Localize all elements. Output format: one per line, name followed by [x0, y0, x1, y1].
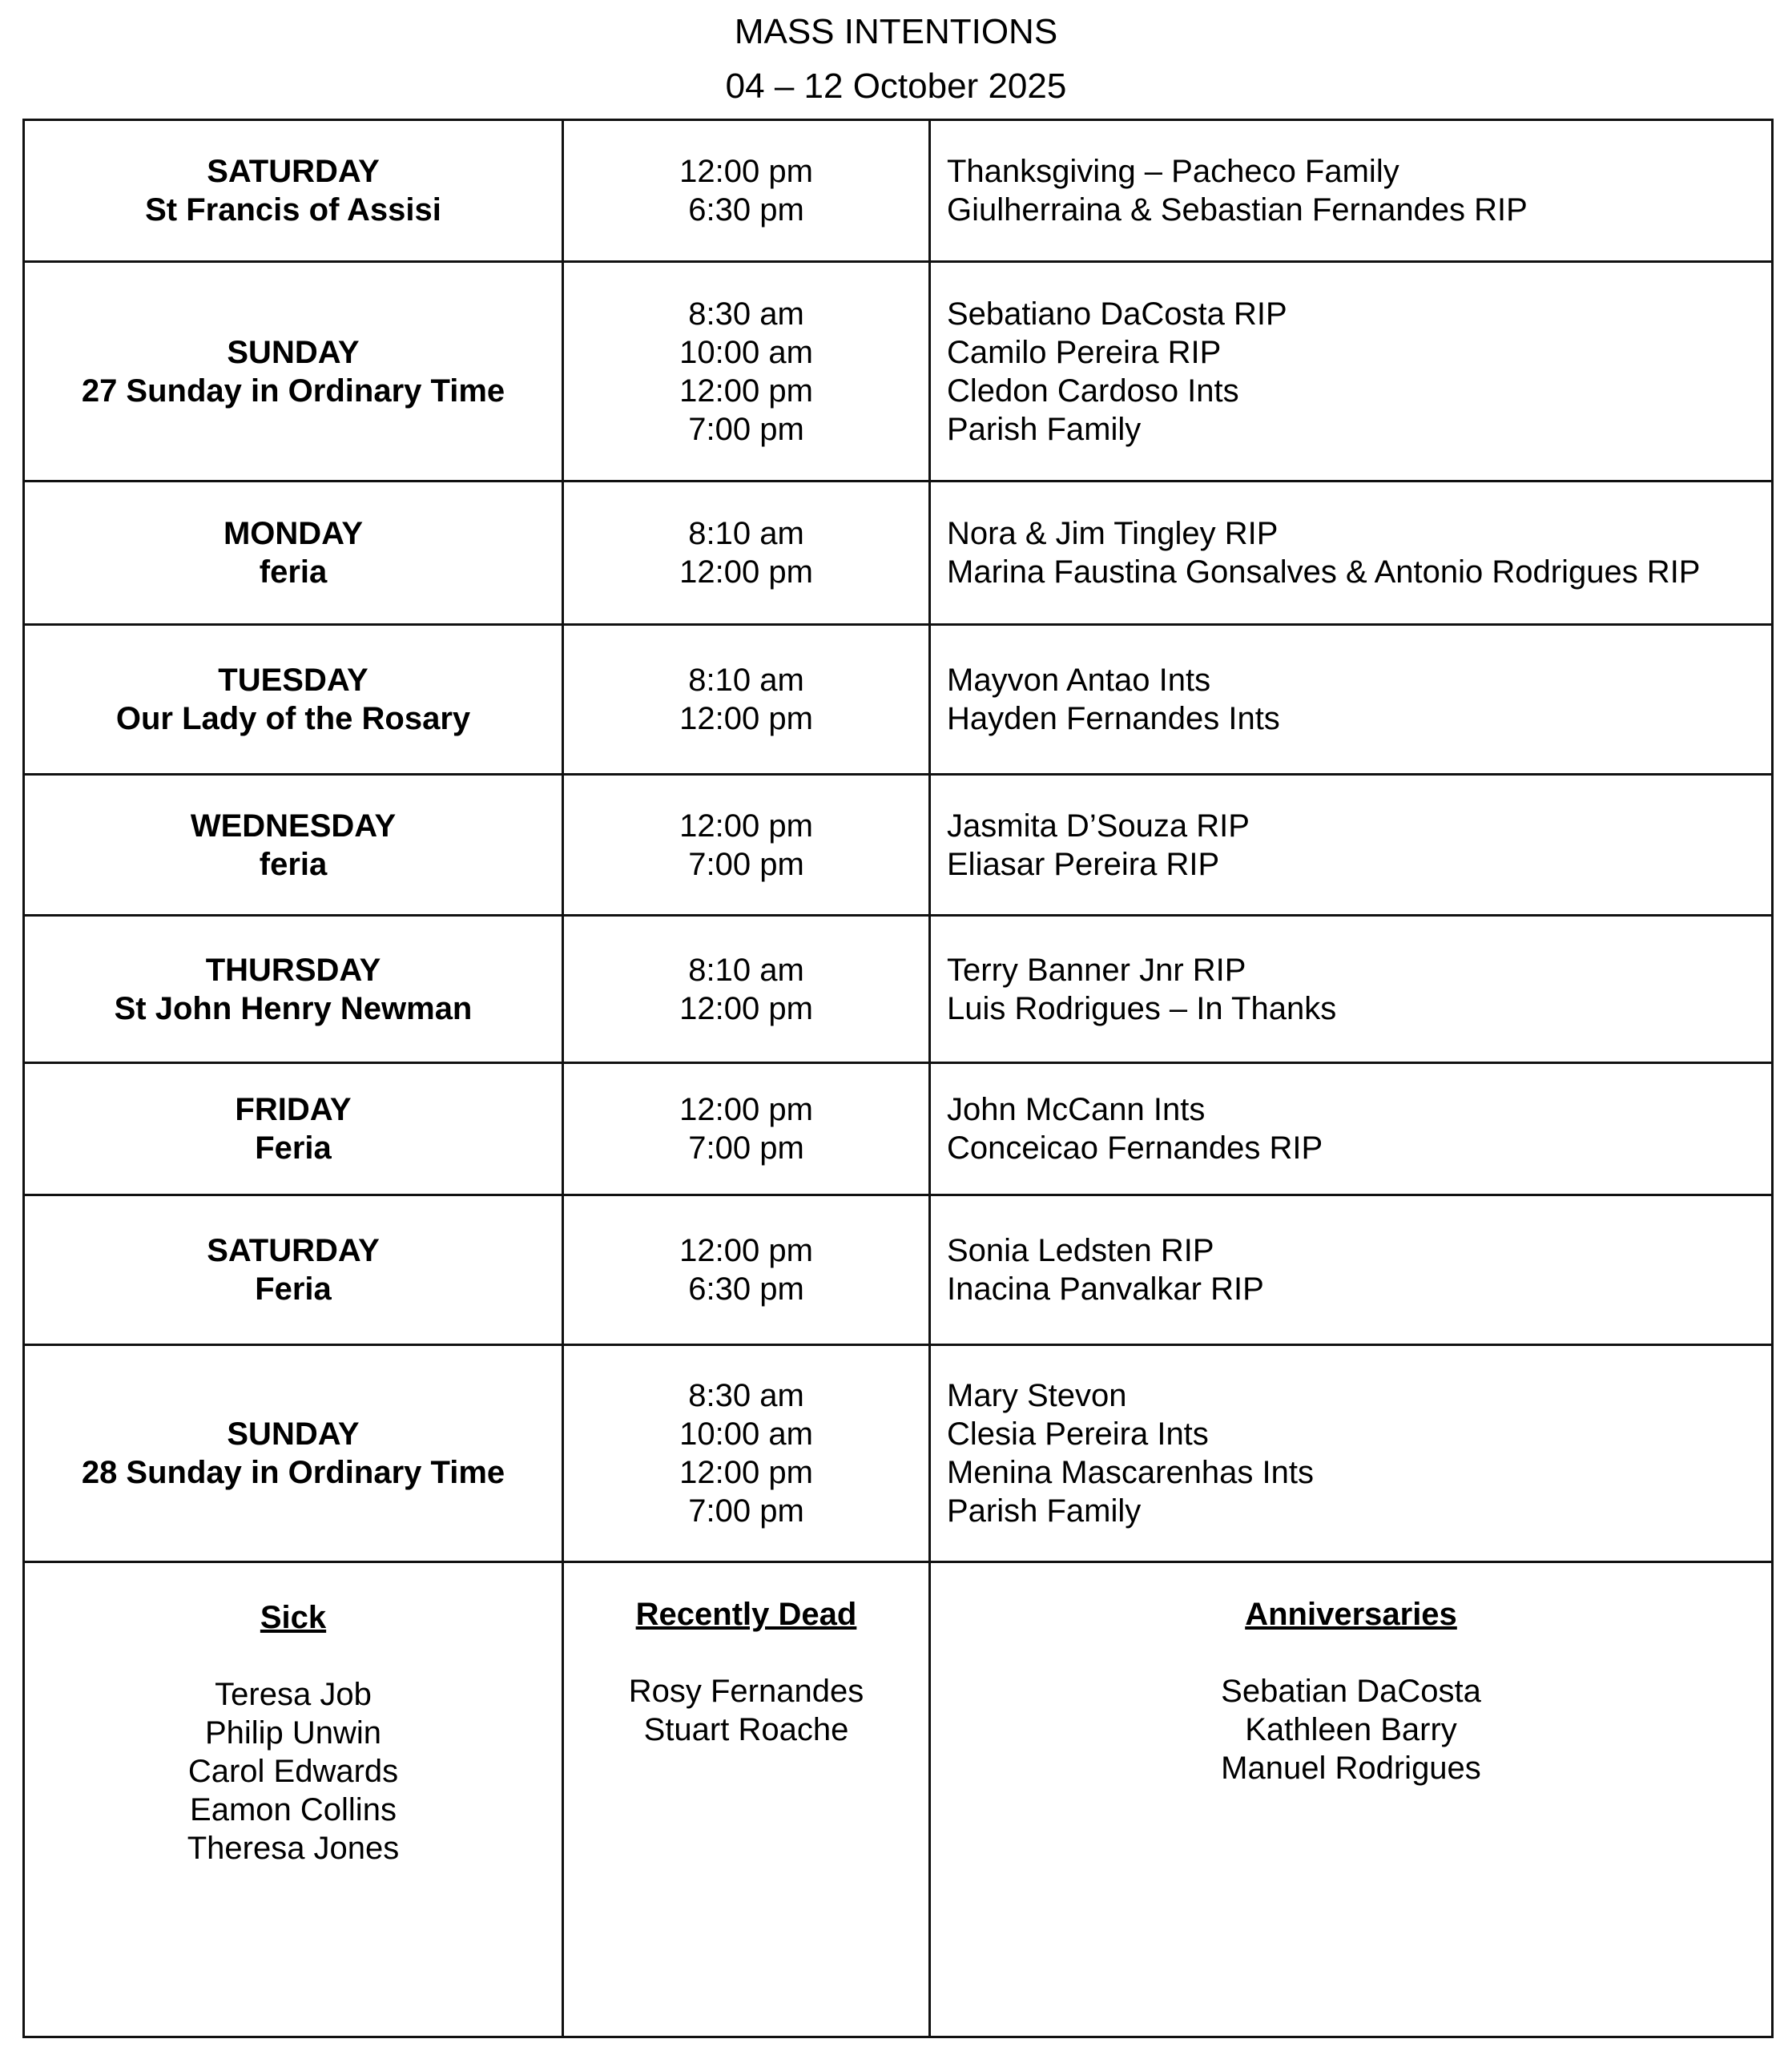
day-name: THURSDAY: [205, 952, 381, 988]
intention: Inacina Panvalkar RIP: [947, 1271, 1264, 1307]
mass-time: 12:00 pm: [679, 808, 813, 844]
day-cell: [24, 1345, 563, 1562]
mass-time: 8:10 am: [688, 663, 804, 698]
anniversaries-cell: [930, 1562, 1773, 2037]
anniversary-name: Kathleen Barry: [1245, 1712, 1457, 1747]
recently-dead-name: Rosy Fernandes: [628, 1674, 864, 1709]
intentions-cell: [930, 775, 1773, 916]
day-row: [24, 1345, 1773, 1562]
times-cell: [563, 482, 930, 625]
day-row: [24, 262, 1773, 482]
mass-intentions-table: [22, 119, 1774, 2038]
times-cell: [563, 775, 930, 916]
times-cell: [563, 1345, 930, 1562]
day-cell: [24, 1195, 563, 1345]
intention: John McCann Ints: [947, 1092, 1206, 1127]
mass-time: 12:00 pm: [679, 373, 813, 409]
day-row: [24, 1063, 1773, 1195]
mass-time: 8:10 am: [688, 516, 804, 551]
anniversary-name: Manuel Rodrigues: [1221, 1751, 1481, 1786]
intention: Cledon Cardoso Ints: [947, 373, 1239, 409]
feast-name: Our Lady of the Rosary: [115, 701, 471, 736]
mass-time: 12:00 pm: [679, 1455, 813, 1490]
mass-time: 8:30 am: [688, 1378, 804, 1413]
day-name: SATURDAY: [207, 1233, 380, 1268]
intentions-cell: [930, 1345, 1773, 1562]
intentions-cell: [930, 625, 1773, 775]
mass-time: 8:30 am: [688, 296, 804, 332]
intention: Nora & Jim Tingley RIP: [947, 516, 1279, 551]
mass-time: 7:00 pm: [688, 1130, 804, 1166]
day-name: WEDNESDAY: [190, 808, 397, 844]
intention: Hayden Fernandes Ints: [947, 701, 1280, 736]
intentions-cell: [930, 482, 1773, 625]
intention: Clesia Pereira Ints: [947, 1416, 1209, 1452]
times-cell: [563, 1195, 930, 1345]
feast-name: 27 Sunday in Ordinary Time: [81, 373, 505, 409]
feast-name: feria: [259, 554, 328, 590]
feast-name: Feria: [255, 1271, 332, 1307]
day-name: SUNDAY: [227, 334, 360, 370]
anniversaries-heading: Anniversaries: [1245, 1597, 1457, 1632]
day-name: SATURDAY: [207, 154, 380, 189]
day-row: [24, 120, 1773, 262]
times-cell: [563, 262, 930, 482]
sick-cell: [24, 1562, 563, 2037]
times-cell: [563, 625, 930, 775]
day-row: [24, 916, 1773, 1063]
intention: Sonia Ledsten RIP: [947, 1233, 1214, 1268]
times-cell: [563, 1063, 930, 1195]
feast-name: St Francis of Assisi: [145, 192, 441, 228]
intention: Camilo Pereira RIP: [947, 334, 1222, 370]
day-cell: [24, 775, 563, 916]
day-name: SUNDAY: [227, 1416, 360, 1452]
sick-name-list: [25, 1675, 562, 1868]
mass-time: 8:10 am: [688, 952, 804, 988]
intentions-cell: [930, 1195, 1773, 1345]
intention: Luis Rodrigues – In Thanks: [947, 990, 1337, 1026]
anniversary-name: Sebatian DaCosta: [1221, 1674, 1481, 1709]
intention: Terry Banner Jnr RIP: [947, 952, 1246, 988]
feast-name: 28 Sunday in Ordinary Time: [81, 1455, 505, 1490]
day-cell: [24, 482, 563, 625]
feast-name: feria: [259, 846, 328, 882]
intention: Thanksgiving – Pacheco Family: [947, 154, 1399, 189]
intention: Parish Family: [947, 1493, 1142, 1529]
mass-time: 7:00 pm: [688, 411, 804, 447]
recently-dead-name: Stuart Roache: [643, 1712, 849, 1747]
intention: Marina Faustina Gonsalves & Antonio Rodrigues RIP: [947, 554, 1701, 590]
intention: Parish Family: [947, 411, 1142, 447]
intentions-cell: [930, 1063, 1773, 1195]
page-title: MASS INTENTIONS: [734, 12, 1058, 51]
day-row: [24, 1195, 1773, 1345]
intentions-cell: [930, 120, 1773, 262]
sick-name: Carol Edwards: [187, 1754, 399, 1789]
recently-dead-heading: Recently Dead: [635, 1597, 857, 1632]
anniversary-name-list: [931, 1672, 1771, 1787]
recently-dead-name-list: [564, 1672, 928, 1749]
day-cell: [24, 262, 563, 482]
day-name: MONDAY: [223, 516, 364, 551]
intention: Sebatiano DaCosta RIP: [947, 296, 1287, 332]
mass-time: 10:00 am: [679, 334, 813, 370]
day-row: [24, 625, 1773, 775]
mass-time: 6:30 pm: [688, 1271, 804, 1307]
feast-name: Feria: [255, 1130, 332, 1166]
sick-name: Theresa Jones: [187, 1831, 400, 1866]
recently-dead-cell: [563, 1562, 930, 2037]
mass-time: 12:00 pm: [679, 554, 813, 590]
day-name: TUESDAY: [218, 663, 368, 698]
mass-time: 12:00 pm: [679, 701, 813, 736]
day-cell: [24, 120, 563, 262]
day-row: [24, 482, 1773, 625]
sick-name: Philip Unwin: [204, 1715, 382, 1751]
sick-name: Teresa Job: [215, 1677, 372, 1712]
intention: Jasmita D’Souza RIP: [947, 808, 1250, 844]
intention: Eliasar Pereira RIP: [947, 846, 1220, 882]
mass-time: 10:00 am: [679, 1416, 813, 1452]
intention: Conceicao Fernandes RIP: [947, 1130, 1323, 1166]
intention: Mary Stevon: [947, 1378, 1127, 1413]
sick-name: Eamon Collins: [190, 1792, 397, 1827]
times-cell: [563, 916, 930, 1063]
footer-row: [24, 1562, 1773, 2037]
day-cell: [24, 916, 563, 1063]
intentions-cell: [930, 262, 1773, 482]
intention: Menina Mascarenhas Ints: [947, 1455, 1315, 1490]
day-name: FRIDAY: [235, 1092, 352, 1127]
mass-time: 7:00 pm: [688, 1493, 804, 1529]
mass-time: 7:00 pm: [688, 846, 804, 882]
day-cell: [24, 1063, 563, 1195]
mass-time: 12:00 pm: [679, 1092, 813, 1127]
mass-time: 12:00 pm: [679, 154, 813, 189]
day-cell: [24, 625, 563, 775]
feast-name: St John Henry Newman: [114, 990, 473, 1026]
intention: Mayvon Antao Ints: [947, 663, 1211, 698]
mass-time: 12:00 pm: [679, 1233, 813, 1268]
intention: Giulherraina & Sebastian Fernandes RIP: [947, 192, 1528, 228]
date-range: 04 – 12 October 2025: [725, 66, 1067, 106]
sick-heading: Sick: [260, 1600, 327, 1635]
times-cell: [563, 120, 930, 262]
intentions-cell: [930, 916, 1773, 1063]
mass-time: 6:30 pm: [688, 192, 804, 228]
day-row: [24, 775, 1773, 916]
mass-time: 12:00 pm: [679, 990, 813, 1026]
